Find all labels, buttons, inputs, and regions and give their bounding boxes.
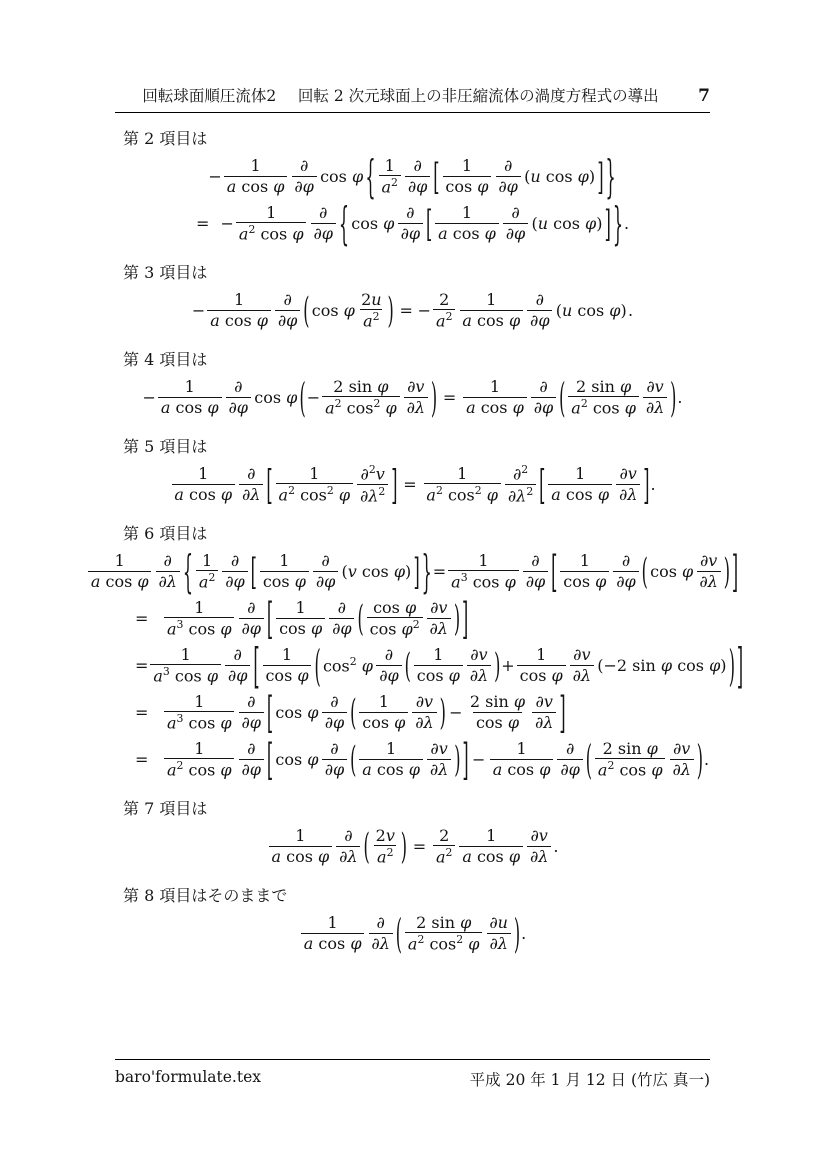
equation-block: [115, 149, 710, 251]
equation-line: − $\frac{1}{\text{a cos φ}}$ $\frac{\partial}{\partial\varphi}$ cos φ ( − $\frac{\text{2 sin φ}}{a^2 \cos^2 \varphi}$ $\frac{\partial v}{\partial\lambda}$ ) = $\frac{1}{\text{a cos φ}}$ $\frac{\partial}{\partial\varphi}$ ( $\frac{\text{2 sin φ}}{a^2 \cos \varphi}$ $\frac{\partial v}{\partial\lambda}$ ) .: [142, 373, 683, 422]
equation-line: − $\frac{1}{\text{a cos φ}}$ $\frac{\partial}{\partial\varphi}$ ( cos φ $\frac{2u}{a^2}$ ) = − $\frac{2}{a^2}$ $\frac{1}{\text{a cos φ}}$ $\frac{\partial}{\partial\varphi}$ (u cos φ) .: [191, 289, 634, 332]
chapter-title: 回転 2 次元球面上の非圧縮流体の渦度方程式の導出: [297, 87, 659, 105]
section-heading: 第 3 項目は: [123, 263, 208, 282]
footer-rule: [115, 1059, 710, 1060]
section-heading: 第 2 項目は: [123, 129, 208, 148]
equation-line: = $\frac{1}{a^3 \cos \varphi}$ $\frac{\partial}{\partial\varphi}$ [ cos φ $\frac{\partial}{\partial\varphi}$ ( $\frac{1}{\text{cos φ}}$ $\frac{\partial v}{\partial\lambda}$ ) − $\frac{\text{2 sin φ}}{\text{cos φ}}$ $\frac{\partial v}{\partial\lambda}$ ]: [135, 686, 566, 739]
equation-block: [115, 374, 710, 421]
equation-block: [90, 544, 744, 786]
section-heading: 第 4 項目は: [123, 350, 208, 369]
section: [115, 126, 710, 251]
document-sections: [90, 126, 744, 958]
page-number: 7: [698, 86, 710, 106]
equation-block: [115, 461, 710, 508]
equation-block: [115, 287, 710, 334]
section-heading: 第 8 項目はそのままで: [123, 886, 288, 905]
equation-line: = $\frac{1}{a^3 \cos \varphi}$ $\frac{\partial}{\partial\varphi}$ [ $\frac{1}{\text{cos φ}}$ $\frac{\partial}{\partial\varphi}$ ( $\frac{\text{cos φ}}{\cos \varphi^2}$ $\frac{\partial v}{\partial\lambda}$ ) ]: [135, 592, 469, 645]
equation-line: − $\frac{1}{\text{a cos φ}}$ $\frac{\partial}{\partial\varphi}$ cos φ { $\frac{1}{a^2}$ $\frac{\partial}{\partial\varphi}$ [ $\frac{1}{\text{cos φ}}$ $\frac{\partial}{\partial\varphi}$ (u cos φ) ] }: [208, 149, 616, 204]
section-heading: 第 6 項目は: [123, 524, 208, 543]
section: [115, 434, 710, 508]
equation-line: = $\frac{1}{a^3 \cos \varphi}$ $\frac{\partial}{\partial\varphi}$ [ $\frac{1}{\text{cos φ}}$ ( $\cos^2 \varphi$ $\frac{\partial}{\partial\varphi}$ ( $\frac{1}{\text{cos φ}}$ $\frac{\partial v}{\partial\lambda}$ ) + $\frac{1}{\text{cos φ}}$ $\frac{\partial v}{\partial\lambda}$ (−2 sin φ cos φ) ) ]: [135, 637, 744, 694]
header-titles: [115, 84, 686, 106]
section: [115, 796, 710, 870]
page-header: [115, 84, 710, 106]
equation-line: $\frac{1}{\text{a cos φ}}$ $\frac{\partial}{\partial\lambda}$ ( $\frac{2v}{a^2}$ ) = $\frac{2}{a^2}$ $\frac{1}{\text{a cos φ}}$ $\frac{\partial v}{\partial\lambda}$ .: [115, 823, 710, 870]
footer-filename: baro'formulate.tex: [115, 1068, 261, 1086]
equation-line: = − $\frac{1}{a^2 \cos \varphi}$ $\frac{\partial}{\partial\varphi}$ { cos φ $\frac{\partial}{\partial\varphi}$ [ $\frac{1}{\text{a cos φ}}$ $\frac{\partial}{\partial\varphi}$ (u cos φ) ] } .: [195, 196, 630, 251]
section: [115, 260, 710, 334]
equation-line: $\frac{1}{\text{a cos φ}}$ $\frac{\partial}{\partial\lambda}$ { $\frac{1}{a^2}$ $\frac{\partial}{\partial\varphi}$ [ $\frac{1}{\text{cos φ}}$ $\frac{\partial}{\partial\varphi}$ (v cos φ) ] } = $\frac{1}{a^3 \cos \varphi}$ $\frac{\partial}{\partial\varphi}$ [ $\frac{1}{\text{cos φ}}$ $\frac{\partial}{\partial\varphi}$ ( cos φ $\frac{\partial v}{\partial\lambda}$ ) ]: [115, 548, 710, 595]
section: [115, 347, 710, 421]
footer-date: 平成 20 年 1 月 12 日 (竹広 真一): [469, 1071, 710, 1089]
header-rule: [115, 112, 710, 113]
equation-line: $\frac{1}{\text{a cos φ}}$ $\frac{\partial}{\partial\lambda}$ ( $\frac{\text{2 sin φ}}{a^2 \cos^2 \varphi}$ $\frac{\partial u}{\partial\lambda}$ ) .: [115, 910, 710, 957]
page-footer: [115, 1053, 710, 1090]
section-heading: 第 5 項目は: [123, 437, 208, 456]
equation-block: [115, 823, 710, 870]
equation-line: = $\frac{1}{a^2 \cos \varphi}$ $\frac{\partial}{\partial\varphi}$ [ cos φ $\frac{\partial}{\partial\varphi}$ ( $\frac{1}{\text{a cos φ}}$ $\frac{\partial v}{\partial\lambda}$ ) ] − $\frac{1}{\text{a cos φ}}$ $\frac{\partial}{\partial\varphi}$ ( $\frac{\text{2 sin φ}}{a^2 \cos \varphi}$ $\frac{\partial v}{\partial\lambda}$ ) .: [135, 733, 710, 786]
section: [115, 883, 710, 957]
footer-row: [115, 1068, 710, 1090]
equation-block: [115, 910, 710, 957]
equation-line: $\frac{1}{\text{a cos φ}}$ $\frac{\partial}{\partial\lambda}$ [ $\frac{1}{a^2 \cos^2 \varphi}$ $\frac{\partial^2v}{\partial\lambda^2}$ ] = $\frac{1}{a^2 \cos^2 \varphi}$ $\frac{\partial^2}{\partial\lambda^2}$ [ $\frac{1}{\text{a cos φ}}$ $\frac{\partial v}{\partial\lambda}$ ] .: [115, 461, 710, 508]
section: [90, 521, 744, 786]
section-heading: 第 7 項目は: [123, 799, 208, 818]
doc-title: 回転球面順圧流体2: [142, 87, 277, 105]
